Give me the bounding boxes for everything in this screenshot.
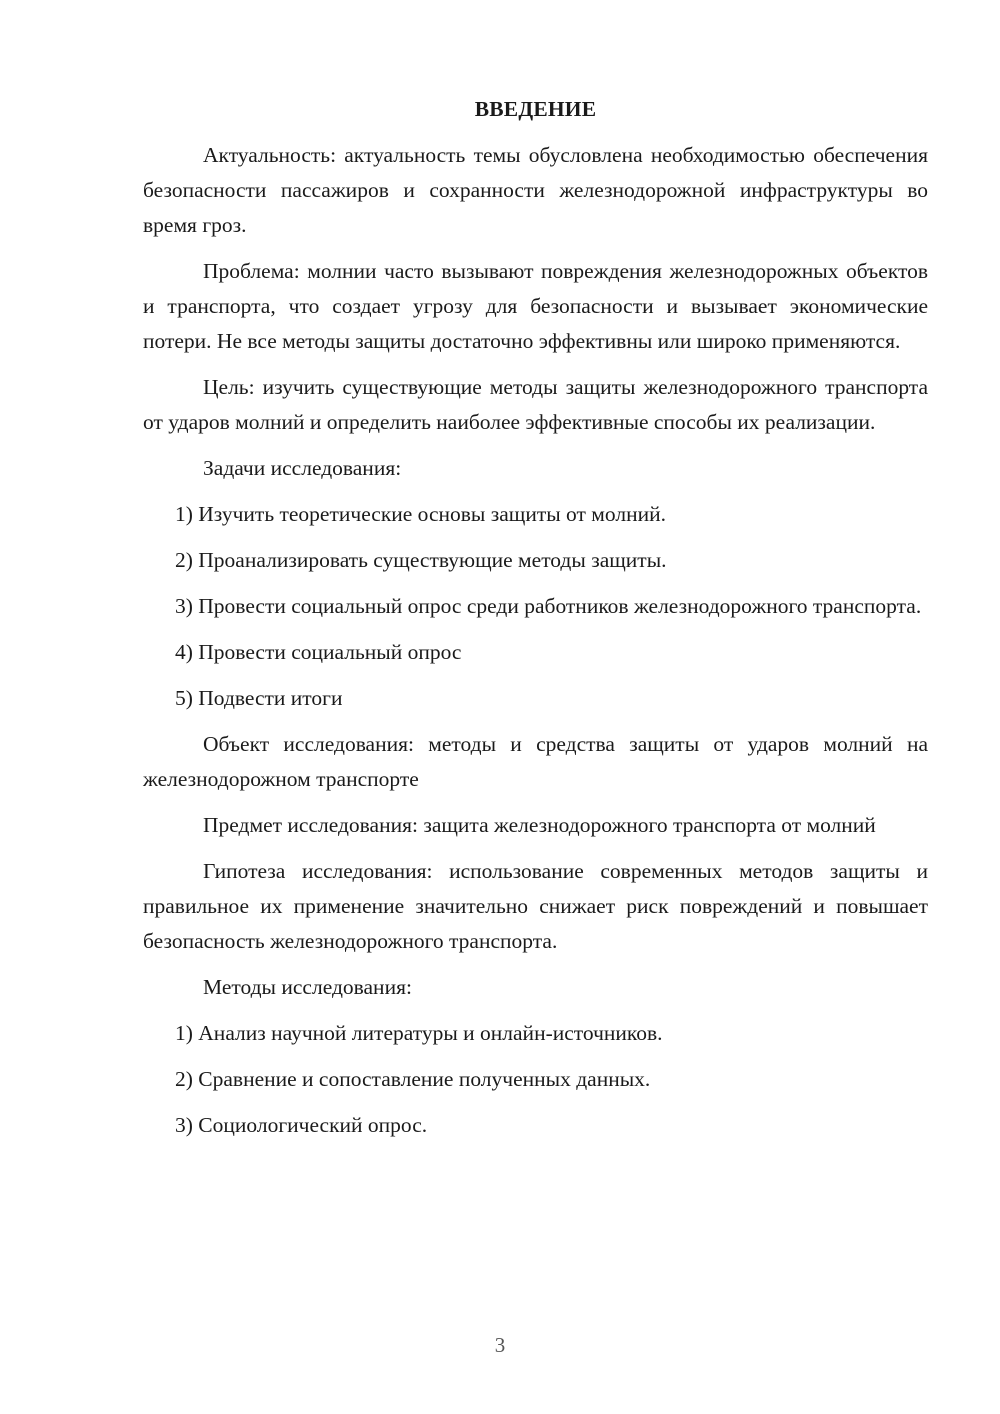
goal-paragraph: Цель: изучить существующие методы защиты железнодорожного транспорта от ударов молний и определить наиболее эффективные способы их реализации. — [143, 375, 928, 434]
methods-heading: Методы исследования: — [203, 975, 412, 999]
method-item-3: 3) Социологический опрос. — [175, 1113, 428, 1137]
problem-paragraph: Проблема: молнии часто вызывают повреждения железнодорожных объектов и транспорта, что создает угрозу для безопасности и вызывает экономические потери. Не все методы защиты достаточно эффективны или широко применяются. — [143, 259, 928, 353]
subject-paragraph: Предмет исследования: защита железнодорожного транспорта от молний — [203, 813, 876, 837]
task-item-2: 2) Проанализировать существующие методы защиты. — [175, 548, 667, 572]
section-heading: ВВЕДЕНИЕ — [474, 97, 597, 121]
method-item-1: 1) Анализ научной литературы и онлайн-источников. — [175, 1021, 663, 1045]
task-item-5: 5) Подвести итоги — [175, 686, 343, 710]
task-item-4: 4) Провести социальный опрос — [175, 640, 462, 664]
tasks-heading: Задачи исследования: — [203, 456, 402, 480]
task-item-1: 1) Изучить теоретические основы защиты от молний. — [175, 502, 666, 526]
method-item-2: 2) Сравнение и сопоставление полученных данных. — [175, 1067, 651, 1091]
task-item-3: 3) Провести социальный опрос среди работников железнодорожного транспорта. — [175, 594, 922, 618]
object-paragraph: Объект исследования: методы и средства защиты от ударов молний на железнодорожном транспорте — [143, 732, 928, 791]
hypothesis-paragraph: Гипотеза исследования: использование современных методов защиты и правильное их применение значительно снижает риск повреждений и повышает безопасность железнодорожного транспорта. — [143, 859, 928, 953]
text-column — [143, 92, 928, 1154]
page-number: 3 — [494, 1333, 506, 1357]
relevance-paragraph: Актуальность: актуальность темы обусловлена необходимостью обеспечения безопасности пассажиров и сохранности железнодорожной инфраструктуры во время гроз. — [143, 143, 928, 237]
